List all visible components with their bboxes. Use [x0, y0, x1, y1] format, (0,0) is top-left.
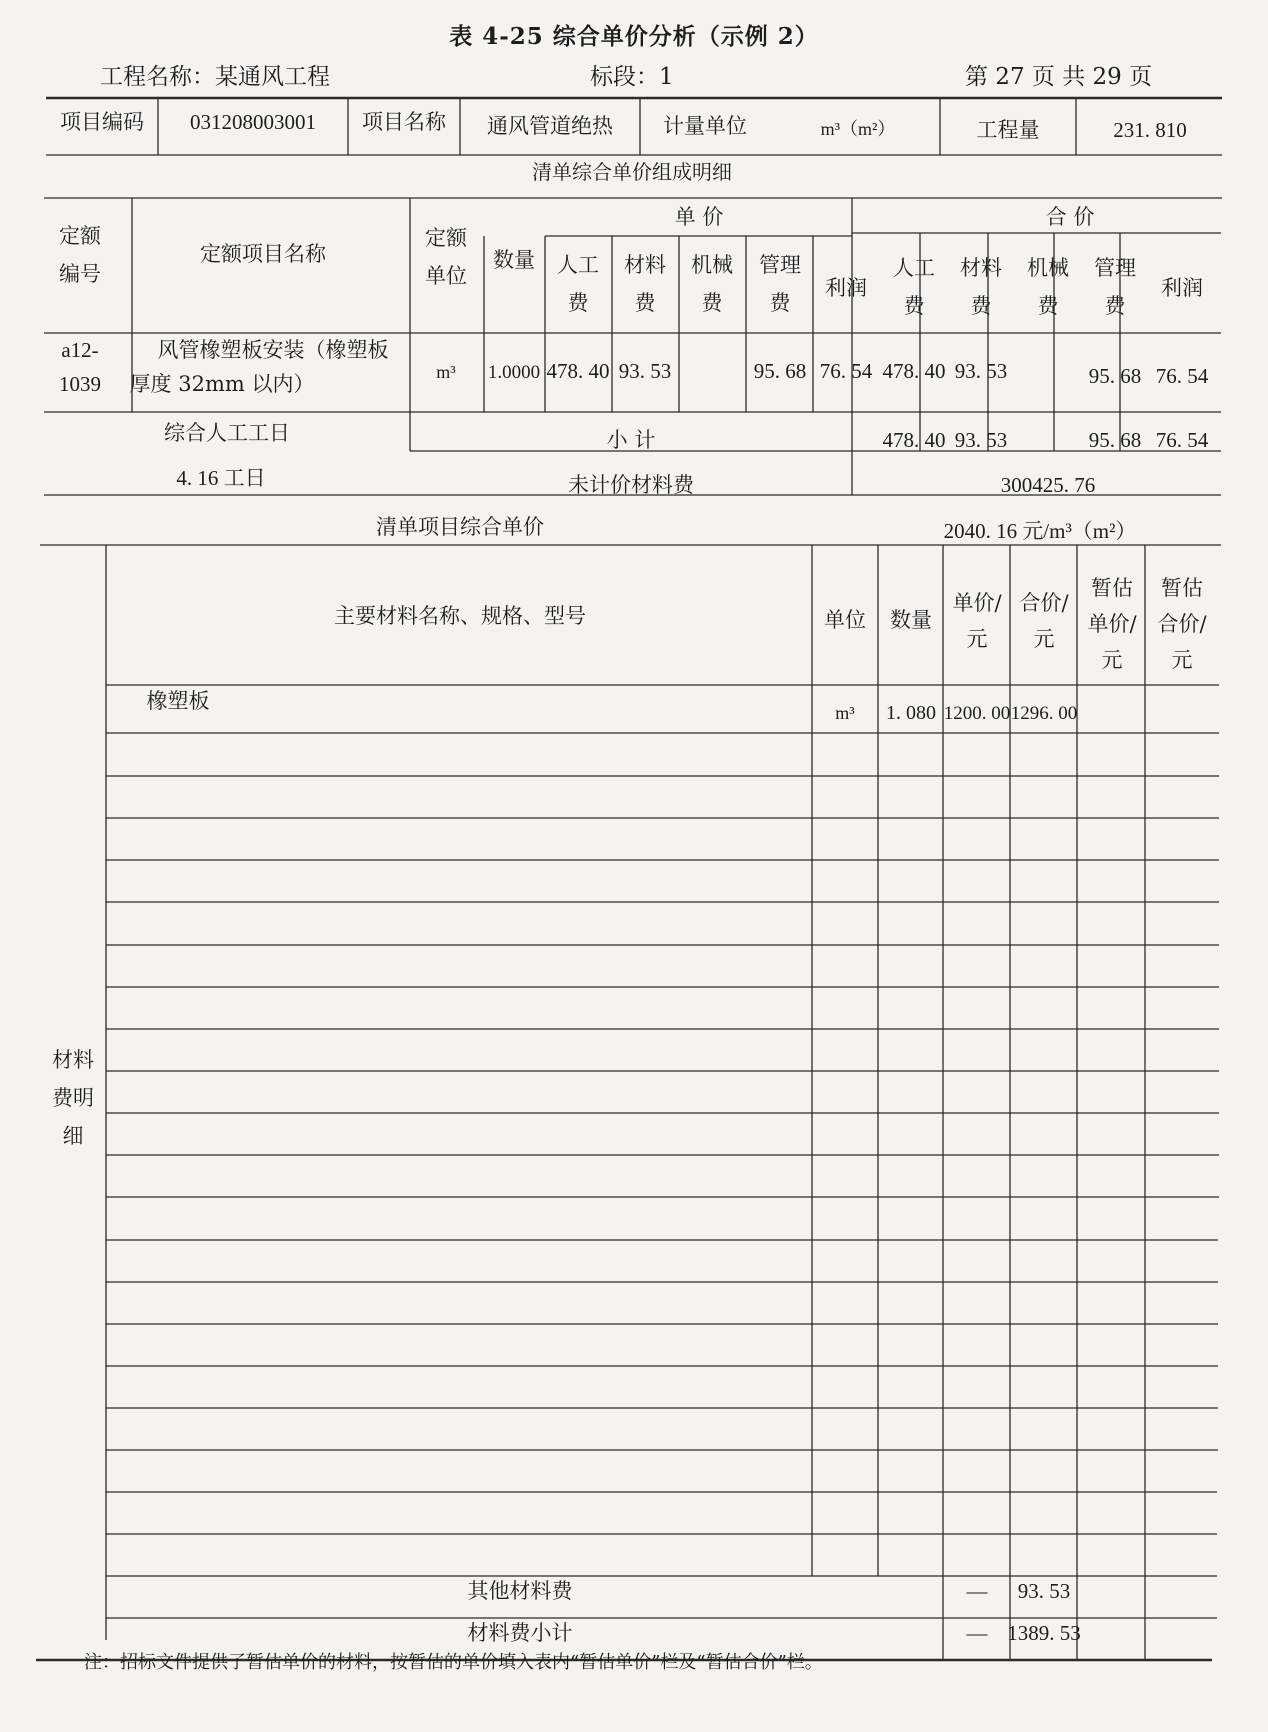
quota-code-2: 1039 [59, 372, 101, 396]
item-code: 031208003001 [190, 110, 316, 134]
item-code-label: 项目编码 [60, 110, 144, 134]
quota-name-header: 定额项目名称 [200, 242, 326, 266]
subtotal-label: 小 计 [606, 428, 656, 452]
total-material-header-1: 材料 [960, 256, 1002, 280]
total-material-header-2: 费 [970, 294, 992, 318]
unpriced-material-label: 未计价材料费 [568, 473, 694, 497]
total-management-header-2: 费 [1104, 294, 1126, 318]
material-unit-price-header-1: 单价/ [952, 591, 1002, 615]
labor-day-label: 综合人工工日 [164, 421, 290, 445]
material-name: 橡塑板 [146, 689, 210, 713]
material-unit: m³ [835, 703, 855, 723]
unit-labor: 478. 40 [546, 359, 610, 383]
unit-labor-header-1: 人工 [557, 253, 599, 277]
material-total-price-header-2: 元 [1033, 627, 1055, 651]
total-profit: 76. 54 [1155, 364, 1209, 388]
material-total-price-header-1: 合价/ [1019, 591, 1069, 615]
material-quantity-header: 数量 [890, 608, 932, 632]
unit-profit-header: 利润 [825, 276, 867, 300]
total-labor: 478. 40 [882, 359, 946, 383]
est-total-price-header-3: 元 [1171, 648, 1193, 672]
quantity-header: 数量 [493, 248, 535, 272]
total-machine-header-2: 费 [1037, 294, 1059, 318]
unit-profit: 76. 54 [819, 359, 873, 383]
total-labor-header-1: 人工 [893, 256, 935, 280]
section-label: 标段：1 [590, 64, 674, 90]
quota-unit-header-2: 单位 [425, 264, 467, 288]
quota-name-2: 厚度 32mm 以内） [129, 372, 315, 396]
total-material: 93. 53 [954, 359, 1008, 383]
project-name: 工程名称：某通风工程 [100, 64, 330, 90]
labor-days: 4. 16 工日 [176, 466, 266, 490]
material-subtotal-value: 1389. 53 [1007, 1621, 1081, 1645]
material-subtotal-dash: — [966, 1621, 988, 1645]
quota-code-1: a12- [61, 338, 99, 362]
unit-material: 93. 53 [618, 359, 672, 383]
total-price-group-header: 合 价 [1045, 205, 1095, 229]
unit-label: 计量单位 [663, 114, 747, 138]
other-material-dash: — [966, 1579, 988, 1603]
material-unit-price: 1200. 00 [943, 703, 1011, 724]
other-material-label: 其他材料费 [467, 1579, 573, 1603]
est-unit-price-header-1: 暂估 [1091, 576, 1133, 600]
total-management: 95. 68 [1088, 364, 1142, 388]
unit-value: m³（m²） [820, 119, 896, 139]
other-material-value: 93. 53 [1017, 1579, 1071, 1603]
est-total-price-header-1: 暂估 [1161, 576, 1203, 600]
subtotal-management: 95. 68 [1088, 428, 1142, 452]
unit-machine-header-1: 机械 [691, 253, 733, 277]
material-side-label-3: 细 [62, 1124, 84, 1148]
est-unit-price-header-2: 单价/ [1087, 612, 1137, 636]
page-number: 第 27 页 共 29 页 [965, 64, 1153, 90]
total-labor-header-2: 费 [903, 294, 925, 318]
quantity-value: 231. 810 [1113, 118, 1187, 142]
detail-section-title: 清单综合单价组成明细 [532, 160, 732, 184]
unit-labor-header-2: 费 [567, 291, 589, 315]
unit-management-header-2: 费 [769, 291, 791, 315]
subtotal-material: 93. 53 [954, 428, 1008, 452]
material-side-label-1: 材料 [52, 1048, 94, 1072]
material-subtotal-label: 材料费小计 [467, 1621, 573, 1645]
subtotal-labor: 478. 40 [882, 428, 946, 452]
total-profit-header: 利润 [1161, 276, 1203, 300]
material-side-label-2: 费明 [52, 1086, 94, 1110]
quota-quantity: 1.0000 [487, 362, 541, 383]
unit-management-header-1: 管理 [759, 253, 801, 277]
item-name-label: 项目名称 [362, 110, 446, 134]
unit-machine-header-2: 费 [701, 291, 723, 315]
quota-unit: m³ [436, 362, 456, 382]
est-total-price-header-2: 合价/ [1157, 612, 1207, 636]
quota-code-header-1: 定额 [59, 224, 101, 248]
est-unit-price-header-3: 元 [1101, 648, 1123, 672]
quota-unit-header-1: 定额 [425, 226, 467, 250]
quantity-label: 工程量 [976, 118, 1040, 142]
unit-material-header-2: 费 [634, 291, 656, 315]
material-total-price: 1296. 00 [1010, 703, 1078, 724]
unit-management: 95. 68 [753, 359, 807, 383]
table-title: 表 4-25 综合单价分析（示例 2） [449, 23, 819, 50]
composite-price-value: 2040. 16 元/m³（m²） [943, 519, 1137, 543]
unit-price-group-header: 单 价 [674, 205, 724, 229]
quota-code-header-2: 编号 [59, 262, 101, 286]
total-management-header-1: 管理 [1094, 256, 1136, 280]
quota-name-1: 风管橡塑板安装（橡塑板 [157, 338, 389, 362]
material-unit-price-header-2: 元 [966, 627, 988, 651]
total-machine-header-1: 机械 [1027, 256, 1069, 280]
subtotal-profit: 76. 54 [1155, 428, 1209, 452]
table-note: 注：招标文件提供了暂估单价的材料，按暂估的单价填入表内“暂估单价”栏及“暂估合价”栏。 [84, 1652, 823, 1673]
material-quantity: 1. 080 [886, 702, 936, 724]
material-unit-header: 单位 [824, 608, 866, 632]
material-name-header: 主要材料名称、规格、型号 [334, 604, 586, 628]
composite-price-label: 清单项目综合单价 [376, 515, 544, 539]
unit-material-header-1: 材料 [624, 253, 666, 277]
item-name: 通风管道绝热 [487, 114, 613, 138]
unpriced-material-value: 300425. 76 [1000, 473, 1096, 497]
